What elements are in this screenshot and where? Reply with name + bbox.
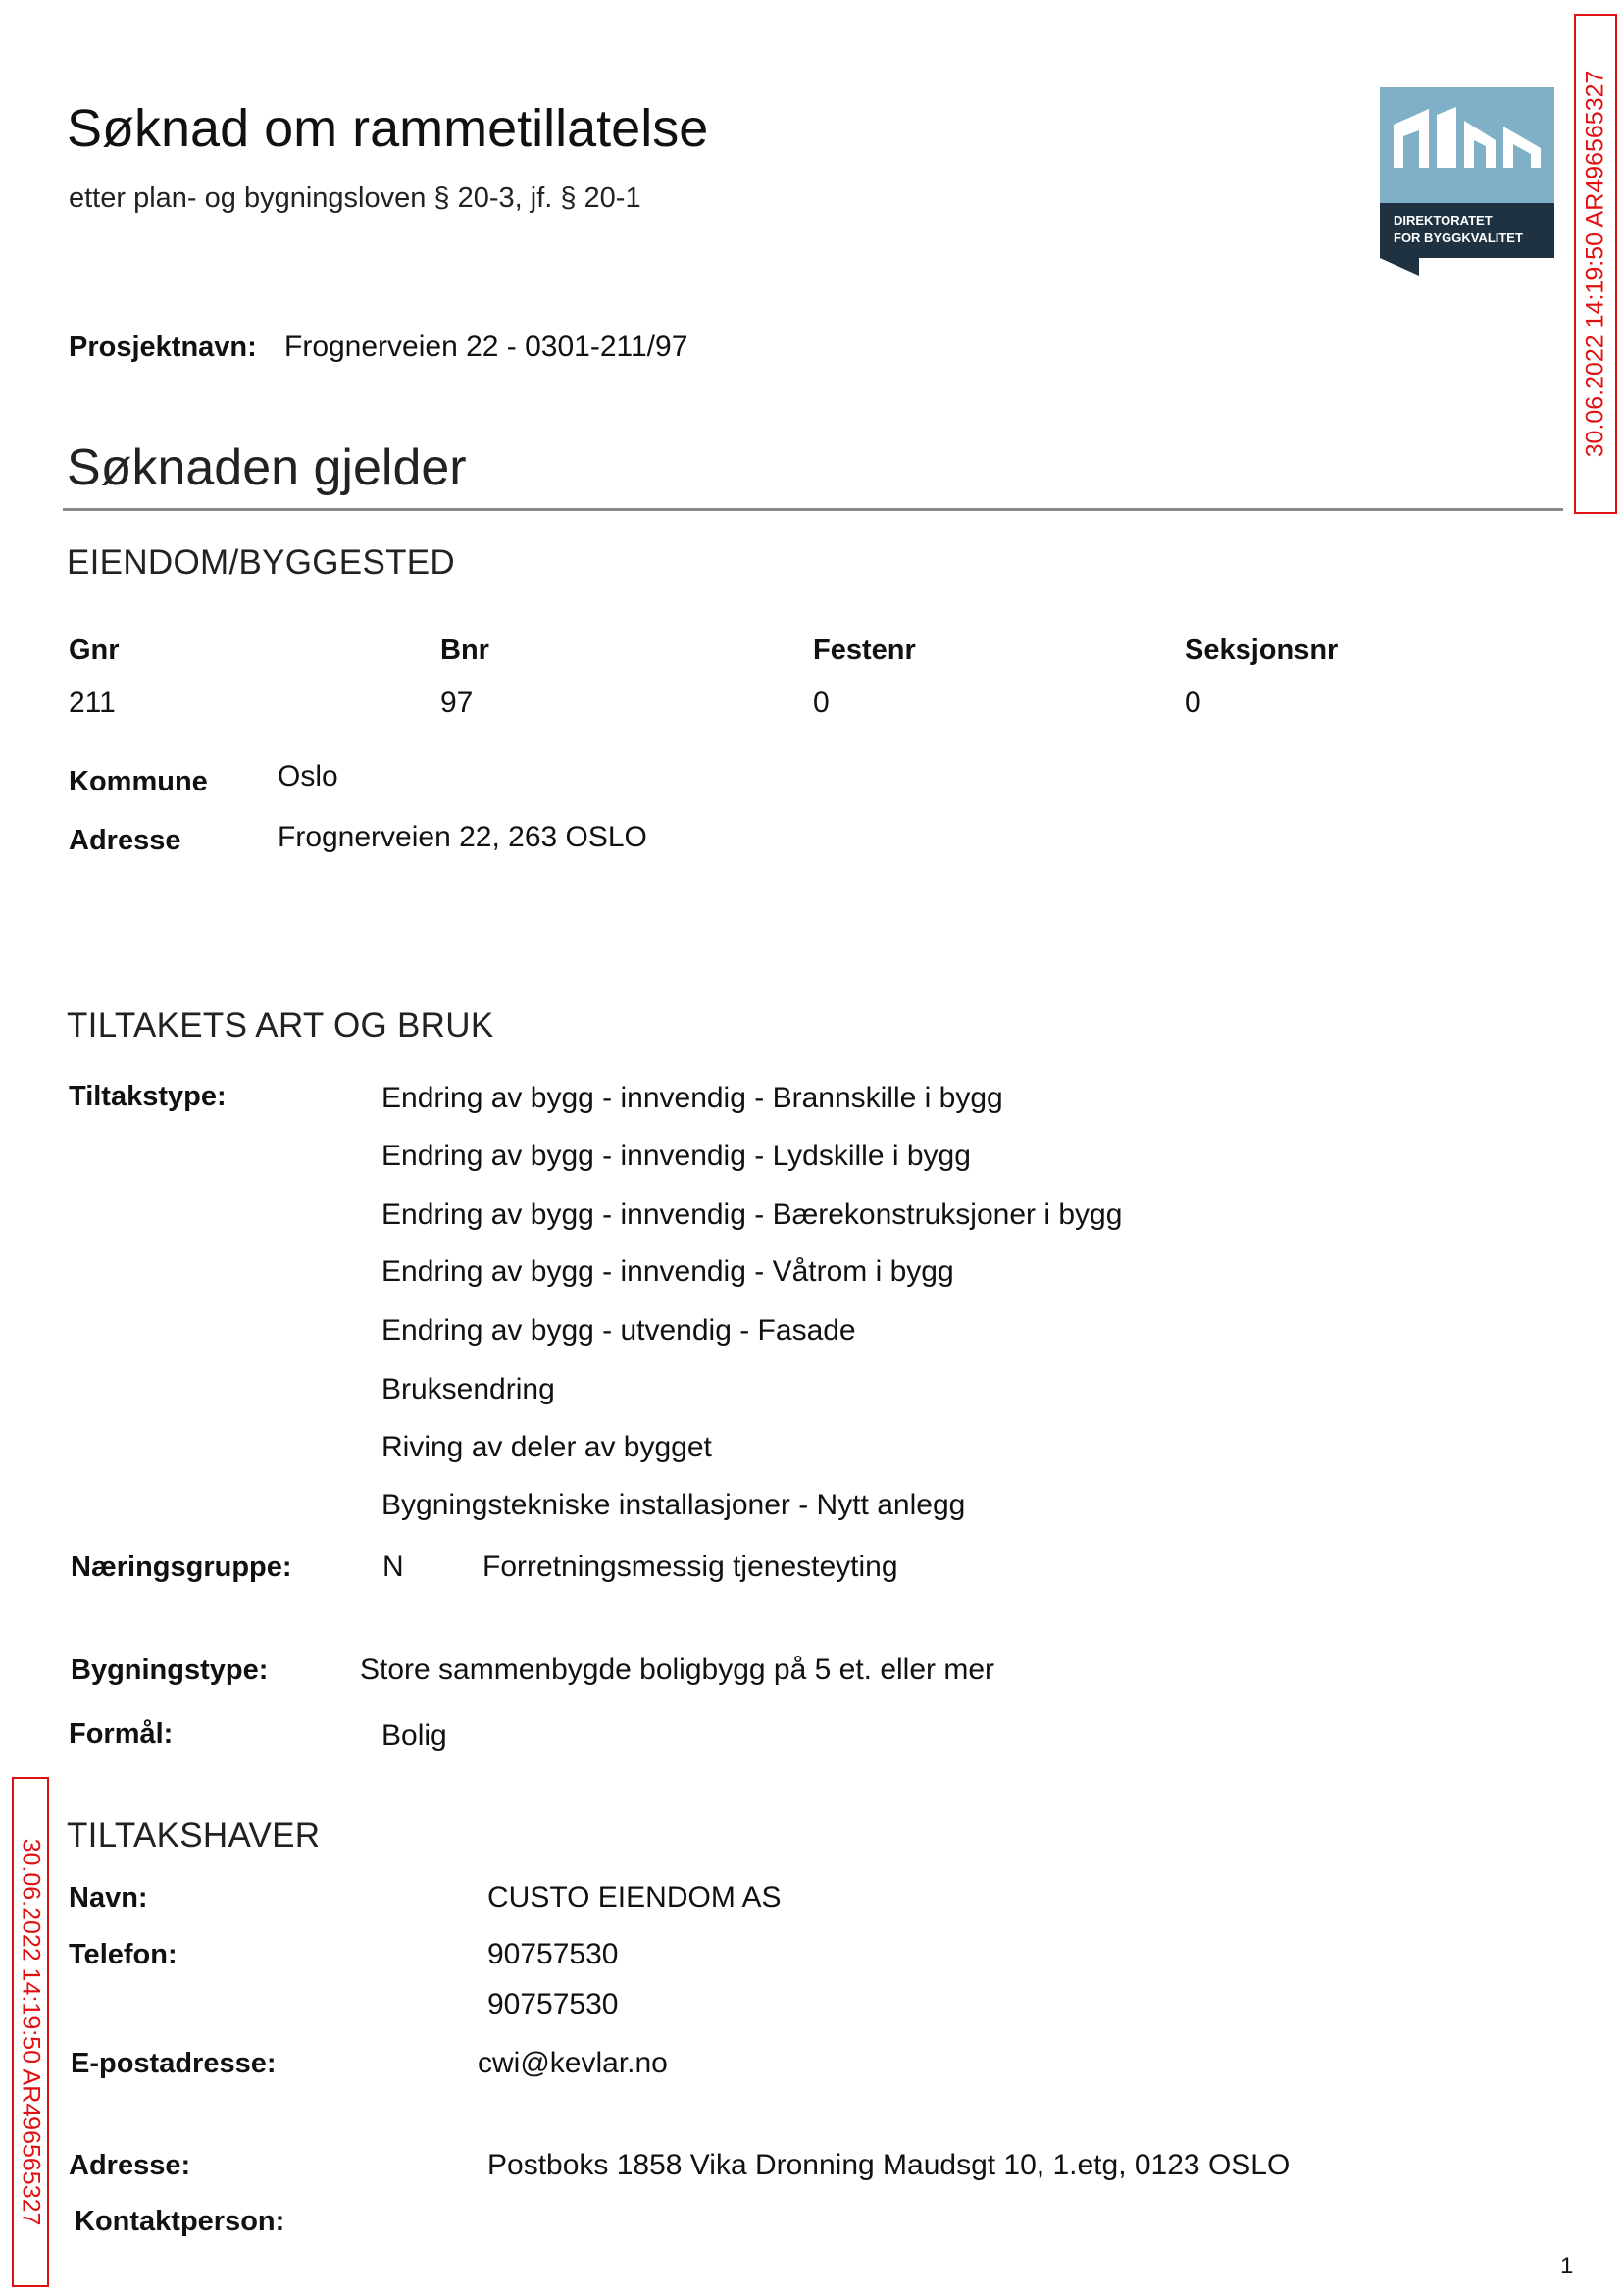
building-type-value: Store sammenbygde boligbygg på 5 et. eller mer — [360, 1654, 995, 1686]
owner-address-label: Adresse: — [69, 2150, 191, 2181]
measure-type-item: Endring av bygg - innvendig - Bærekonstruksjoner i bygg — [381, 1198, 1123, 1231]
document-title: Søknad om rammetillatelse — [67, 99, 709, 158]
measure-type-item: Riving av deler av bygget — [381, 1431, 712, 1463]
measure-type-label: Tiltakstype: — [69, 1081, 227, 1112]
document-subtitle: etter plan- og bygningsloven § 20-3, jf. § 20-1 — [69, 182, 641, 214]
purpose-label: Formål: — [69, 1718, 174, 1750]
measure-type-item: Endring av bygg - utvendig - Fasade — [381, 1314, 856, 1347]
project-name-label: Prosjektnavn: — [69, 331, 257, 363]
industry-group-name: Forretningsmessig tjenesteyting — [482, 1551, 898, 1583]
section-heading-measure: TILTAKETS ART OG BRUK — [67, 1006, 494, 1045]
industry-group-label: Næringsgruppe: — [71, 1552, 292, 1583]
purpose-value: Bolig — [381, 1719, 447, 1752]
gnr-value: 211 — [69, 687, 116, 719]
building-type-label: Bygningstype: — [71, 1655, 269, 1686]
heading-divider — [63, 508, 1563, 511]
seksjonsnr-label: Seksjonsnr — [1185, 635, 1339, 666]
measure-type-item: Endring av bygg - innvendig - Våtrom i bygg — [381, 1255, 954, 1288]
festenr-label: Festenr — [813, 635, 916, 666]
measure-type-item: Bygningstekniske installasjoner - Nytt anlegg — [381, 1489, 966, 1521]
municipality-value: Oslo — [278, 760, 338, 792]
owner-address-value: Postboks 1858 Vika Dronning Maudsgt 10, 1.etg, 0123 OSLO — [487, 2149, 1291, 2181]
owner-email-value: cwi@kevlar.no — [478, 2047, 668, 2079]
receipt-stamp-top — [1574, 14, 1617, 514]
section-heading-applies: Søknaden gjelder — [67, 439, 467, 496]
municipality-label: Kommune — [69, 766, 208, 797]
festenr-value: 0 — [813, 687, 830, 719]
logo-text-line2: FOR BYGGKVALITET — [1394, 230, 1523, 245]
owner-phone-value: 90757530 — [487, 1938, 619, 1970]
owner-email-label: E-postadresse: — [71, 2048, 277, 2079]
section-heading-owner: TILTAKSHAVER — [67, 1816, 321, 1855]
contact-person-label: Kontaktperson: — [75, 2206, 285, 2237]
receipt-stamp-text: 30.06.2022 14:19:50 AR496565327 — [1581, 70, 1609, 458]
measure-type-item: Endring av bygg - innvendig - Lydskille i bygg — [381, 1140, 971, 1172]
gnr-label: Gnr — [69, 635, 120, 666]
project-name-value: Frognerveien 22 - 0301-211/97 — [284, 331, 688, 363]
section-heading-property: EIENDOM/BYGGESTED — [67, 543, 455, 582]
owner-phone-label: Telefon: — [69, 1939, 178, 1970]
property-address-value: Frognerveien 22, 263 OSLO — [278, 821, 647, 853]
property-address-label: Adresse — [69, 825, 181, 856]
owner-name-label: Navn: — [69, 1882, 148, 1913]
owner-name-value: CUSTO EIENDOM AS — [487, 1881, 782, 1913]
receipt-stamp-text: 30.06.2022 14:19:50 AR496565327 — [17, 1838, 45, 2226]
page-number: 1 — [1560, 2253, 1574, 2279]
bnr-label: Bnr — [440, 635, 489, 666]
owner-phone-value-2: 90757530 — [487, 1988, 619, 2020]
measure-type-item: Bruksendring — [381, 1373, 555, 1405]
logo-text-line1: DIREKTORATET — [1394, 213, 1493, 228]
receipt-stamp-left — [12, 1777, 49, 2287]
measure-type-item: Endring av bygg - innvendig - Brannskille i bygg — [381, 1082, 1003, 1114]
bnr-value: 97 — [440, 687, 474, 719]
dibk-logo — [1380, 87, 1554, 276]
industry-group-code: N — [382, 1551, 404, 1583]
seksjonsnr-value: 0 — [1185, 687, 1201, 719]
